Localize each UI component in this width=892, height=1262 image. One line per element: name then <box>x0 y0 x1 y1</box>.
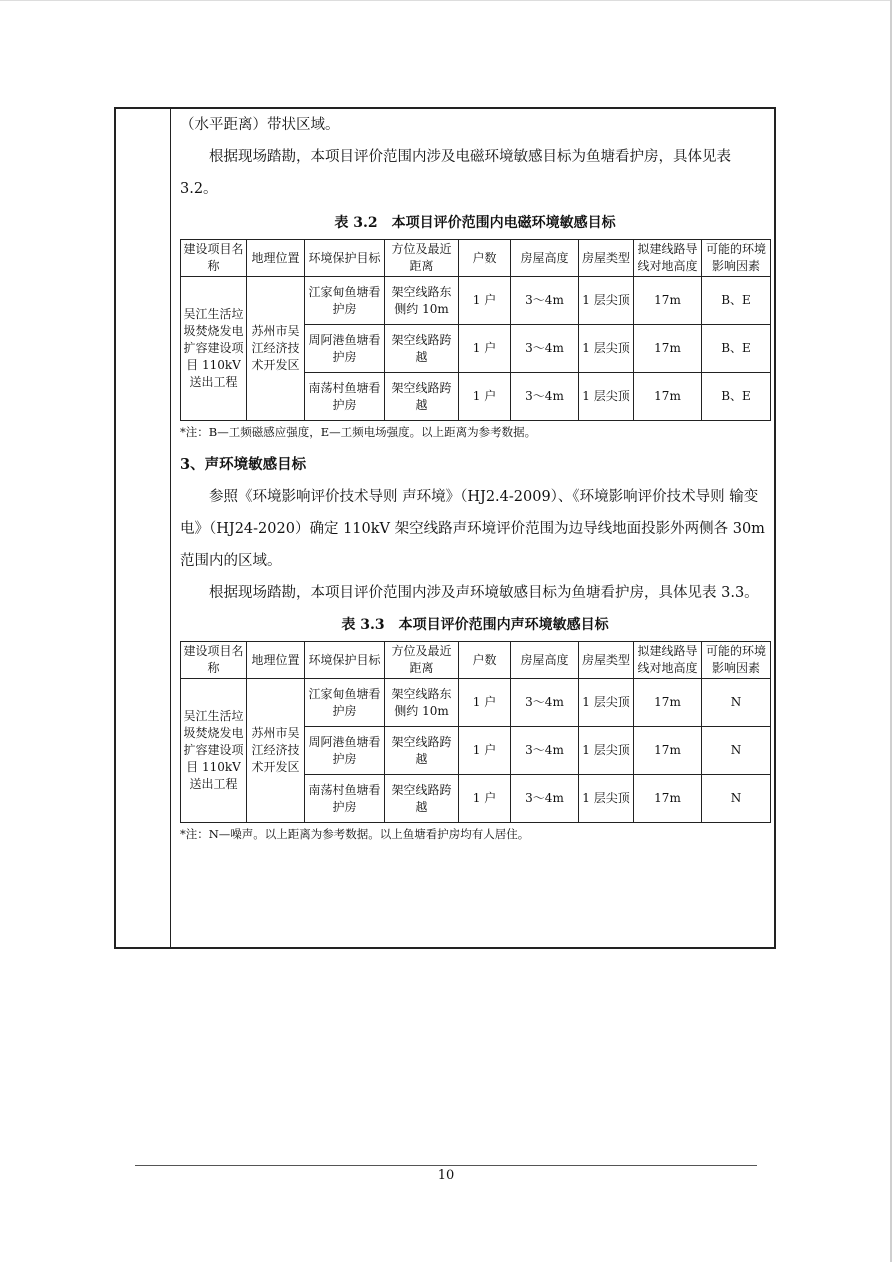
paragraph-em-survey: 根据现场踏勘，本项目评价范围内涉及电磁环境敏感目标为鱼塘看护房，具体见表 3.2。 <box>180 149 731 197</box>
factors-cell: B、E <box>702 373 771 421</box>
factors-cell: B、E <box>702 325 771 373</box>
table-row <box>181 277 771 325</box>
height-cell: 3～4m <box>511 373 579 421</box>
page-number: 10 <box>437 1168 455 1183</box>
households-cell: 1 户 <box>459 325 511 373</box>
header-cell: 拟建线路导线对地高度 <box>634 642 702 679</box>
line-height-cell: 17m <box>634 373 702 421</box>
paragraph-noise-standard: 参照《环境影响评价技术导则 声环境》（HJ2.4-2009）、《环境影响评价技术导则 输变电》（HJ24-2020）确定 110kV 架空线路声环境评价范围为边导线地面投影外两侧各 30m 范围内的区域。 <box>180 489 765 569</box>
height-cell: 3～4m <box>511 775 579 823</box>
type-cell: 1 层尖顶 <box>579 373 634 421</box>
table-header-row <box>181 642 771 679</box>
type-cell: 1 层尖顶 <box>579 325 634 373</box>
direction-cell: 架空线路跨越 <box>385 775 459 823</box>
table-header-row <box>181 240 771 277</box>
line-height-cell: 17m <box>634 727 702 775</box>
table-3-3 <box>180 641 771 823</box>
height-cell: 3～4m <box>511 277 579 325</box>
location-cell: 苏州市吴江经济技术开发区 <box>247 679 305 823</box>
table-3-3-caption: 表 3.3 本项目评价范围内声环境敏感目标 <box>341 617 609 633</box>
households-cell: 1 户 <box>459 775 511 823</box>
project-name-cell: 吴江生活垃圾焚烧发电扩容建设项目 110kV 送出工程 <box>181 679 247 823</box>
line-height-cell: 17m <box>634 325 702 373</box>
households-cell: 1 户 <box>459 727 511 775</box>
type-cell: 1 层尖顶 <box>579 775 634 823</box>
page-top-edge <box>0 0 892 1</box>
direction-cell: 架空线路跨越 <box>385 325 459 373</box>
type-cell: 1 层尖顶 <box>579 727 634 775</box>
target-cell: 周阿港鱼塘看护房 <box>305 325 385 373</box>
line-height-cell: 17m <box>634 679 702 727</box>
header-cell: 可能的环境影响因素 <box>702 240 771 277</box>
table-3-2-caption: 表 3.2 本项目评价范围内电磁环境敏感目标 <box>334 215 616 231</box>
type-cell: 1 层尖顶 <box>579 679 634 727</box>
direction-cell: 架空线路东侧约 10m <box>385 679 459 727</box>
factors-cell: N <box>702 727 771 775</box>
direction-cell: 架空线路跨越 <box>385 373 459 421</box>
footer-divider <box>135 1165 757 1166</box>
table-3-2-note: *注：B—工频磁感应强度，E—工频电场强度。以上距离为参考数据。 <box>180 425 537 439</box>
header-cell: 建设项目名称 <box>181 240 247 277</box>
header-cell: 房屋高度 <box>511 240 579 277</box>
header-cell: 地理位置 <box>247 240 305 277</box>
type-cell: 1 层尖顶 <box>579 277 634 325</box>
households-cell: 1 户 <box>459 277 511 325</box>
height-cell: 3～4m <box>511 679 579 727</box>
target-cell: 周阿港鱼塘看护房 <box>305 727 385 775</box>
project-name-cell: 吴江生活垃圾焚烧发电扩容建设项目 110kV 送出工程 <box>181 277 247 421</box>
height-cell: 3～4m <box>511 727 579 775</box>
frame-column-divider <box>170 109 171 947</box>
target-cell: 江家甸鱼塘看护房 <box>305 277 385 325</box>
factors-cell: N <box>702 679 771 727</box>
frame-content <box>180 109 770 845</box>
header-cell: 方位及最近距离 <box>385 642 459 679</box>
header-cell: 拟建线路导线对地高度 <box>634 240 702 277</box>
header-cell: 房屋类型 <box>579 642 634 679</box>
location-cell: 苏州市吴江经济技术开发区 <box>247 277 305 421</box>
target-cell: 江家甸鱼塘看护房 <box>305 679 385 727</box>
content-frame <box>114 107 776 949</box>
direction-cell: 架空线路跨越 <box>385 727 459 775</box>
header-cell: 房屋高度 <box>511 642 579 679</box>
header-cell: 环境保护目标 <box>305 642 385 679</box>
line-height-cell: 17m <box>634 775 702 823</box>
households-cell: 1 户 <box>459 679 511 727</box>
section-3-title: 3、声环境敏感目标 <box>180 456 307 473</box>
header-cell: 可能的环境影响因素 <box>702 642 771 679</box>
direction-cell: 架空线路东侧约 10m <box>385 277 459 325</box>
header-cell: 方位及最近距离 <box>385 240 459 277</box>
header-cell: 房屋类型 <box>579 240 634 277</box>
line-height-cell: 17m <box>634 277 702 325</box>
paragraph-noise-survey: 根据现场踏勘，本项目评价范围内涉及声环境敏感目标为鱼塘看护房，具体见表 3.3。 <box>209 585 759 601</box>
table-row <box>181 679 771 727</box>
target-cell: 南荡村鱼塘看护房 <box>305 373 385 421</box>
table-3-3-note: *注：N—噪声。以上距离为参考数据。以上鱼塘看护房均有人居住。 <box>180 827 530 841</box>
factors-cell: B、E <box>702 277 771 325</box>
header-cell: 地理位置 <box>247 642 305 679</box>
paragraph-continuation: （水平距离）带状区域。 <box>180 117 340 133</box>
header-cell: 户数 <box>459 240 511 277</box>
header-cell: 环境保护目标 <box>305 240 385 277</box>
target-cell: 南荡村鱼塘看护房 <box>305 775 385 823</box>
header-cell: 户数 <box>459 642 511 679</box>
header-cell: 建设项目名称 <box>181 642 247 679</box>
households-cell: 1 户 <box>459 373 511 421</box>
table-3-2 <box>180 239 771 421</box>
factors-cell: N <box>702 775 771 823</box>
height-cell: 3～4m <box>511 325 579 373</box>
